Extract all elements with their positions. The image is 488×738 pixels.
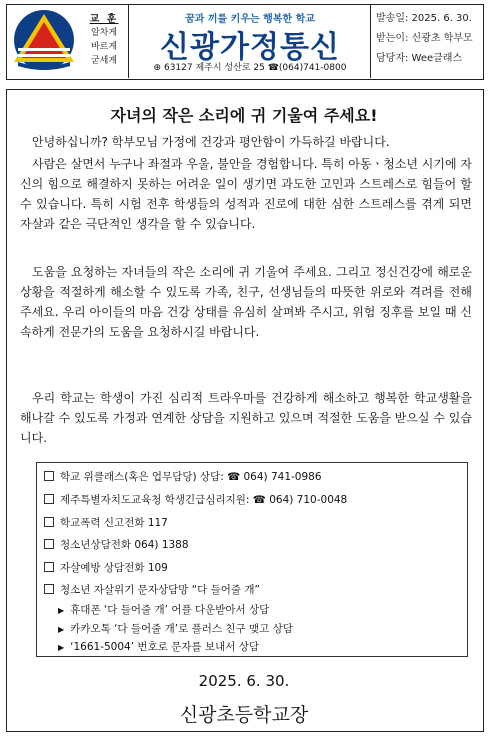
checkbox-icon [44,562,54,572]
paragraph-request: 도움을 요청하는 자녀들의 작은 소리에 귀 기울여 주세요. 그리고 정신건강에 해로운 상황을 적절하게 해소할 수 있도록 가족, 친구, 선생님들의 따뜻한 위로와 격려를 전해주세요. 우리 아이들의 마음 건강 상태를 유심히 살펴봐 주시고, 위험 징후를 보일 때 신속하게 전문가의 도움을 요청하시길 바랍니다. [20,265,472,339]
triangle-bullet-icon: ▶ [58,606,65,615]
header-divider [370,4,371,78]
phone-icon: ☎ [267,63,279,73]
school-logo [10,8,78,72]
list-item: 자살예방 상담전화 109 [44,561,168,575]
header-divider [128,4,129,78]
school-address [136,60,364,73]
motto-line-2: 바르게 [90,42,118,52]
newsletter-title: 신광가정통신 [160,30,340,65]
issue-date: 발송일: 2025. 6. 30. [376,13,472,24]
principal-signature: 신광초등학교장 [179,704,309,726]
checkbox-icon [44,494,54,504]
checkbox-icon [44,584,54,594]
motto-line-1: 알차게 [90,28,118,38]
postal-icon: ⊕ [153,63,162,73]
motto-line-3: 굳세게 [90,56,118,66]
sub-list-item: ▶ 휴대폰 ‘다 들어줄 개’ 어플 다운받아서 상담 [58,604,270,616]
checkbox-icon [44,539,54,549]
phone-text: (064)741-0800 [278,63,347,73]
recipient: 받는이: 신광초 학부모 [376,33,473,44]
manager: 담당자: Wee클래스 [376,53,463,64]
motto-label: 교 훈 [89,14,119,25]
list-item: 제주특별자치도교육청 학생긴급심리지원: ☎ 064) 710-0048 [44,493,347,507]
checkbox-icon [44,517,54,527]
list-item: 청소년상담전화 064) 1388 [44,538,189,552]
triangle-bullet-icon: ▶ [58,643,65,652]
article-title: 자녀의 작은 소리에 귀 기울여 주세요! [110,106,378,125]
sub-list-item: ▶ ‘1661-5004’ 번호로 문자를 보내서 상담 [58,641,259,653]
list-item: 청소년 자살위기 문자상담망 “다 들어줄 개” [44,583,260,597]
list-item: 학교폭력 신고전화 117 [44,516,168,530]
list-item: 학교 위클래스(혹은 업무담당) 상담: ☎ 064) 741-0986 [44,470,322,484]
paragraph-support: 우리 학교는 학생이 가진 심리적 트라우마를 건강하게 해소하고 행복한 학교생활을 해나갈 수 있도록 가정과 연계한 상담을 지원하고 있으며 적절한 도움을 받으실 수 있습니다. [20,391,472,445]
sub-list-item: ▶ 카카오톡 ‘다 들어줄 개’로 플러스 친구 맺고 상담 [58,623,293,635]
closing-date: 2025. 6. 30. [198,672,290,690]
triangle-bullet-icon: ▶ [58,625,65,634]
checkbox-icon [44,471,54,481]
address-text: 63127 제주시 성산로 25 [163,63,265,73]
paragraph-stress: 사람은 살면서 누구나 좌절과 우울, 불안을 경험합니다. 특히 아동ㆍ청소년 시기에 자신의 힘으로 해결하지 못하는 어려운 일이 생기면 과도한 고민과 스트레스로 힘들어 할 수 있습니다. 특히 시험 전후 학생들의 성적과 진로에 대한 심한 스트레스를 겪게 되면 자살과 같은 극단적인 생각을 할 수 있습니다. [20,157,472,231]
school-slogan: 꿈과 끼를 키우는 행복한 학교 [185,14,315,25]
paragraph-greeting: 안녕하십니까? 학부모님 가정에 건강과 평안함이 가득하길 바랍니다. [32,135,390,149]
